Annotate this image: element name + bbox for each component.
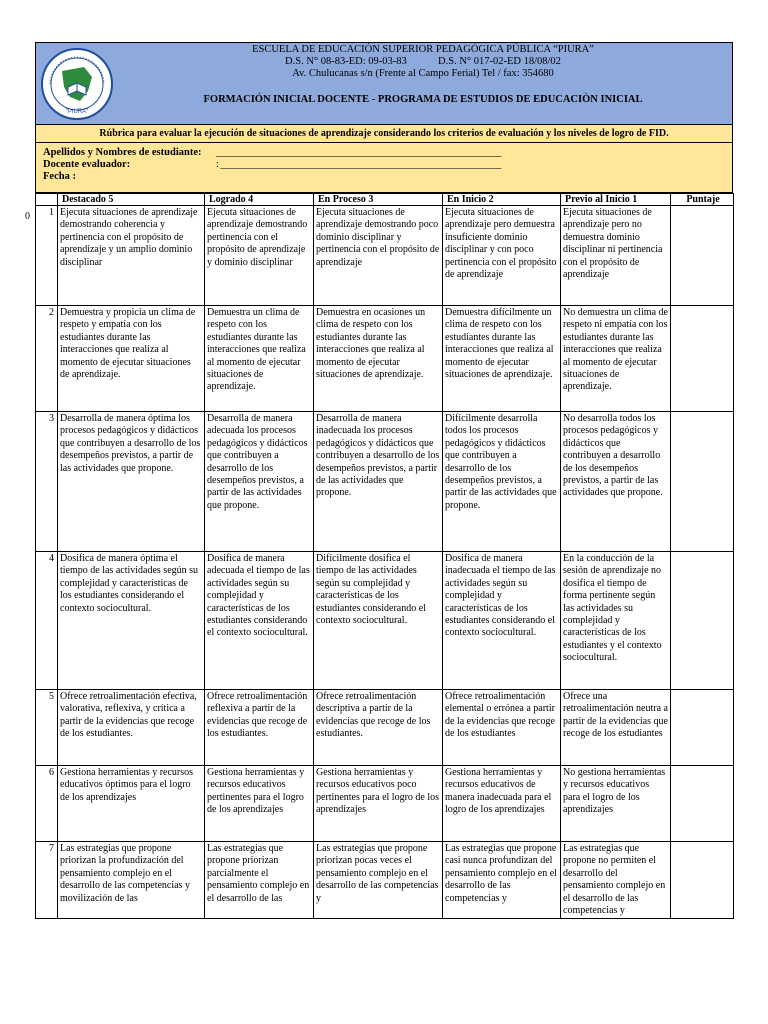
- criterion-cell: Las estrategias que propone priorizan pocas veces el pensamiento complejo en el desarrollo de las competencias y: [314, 842, 443, 919]
- column-header: Logrado 4: [205, 194, 314, 206]
- rubric-sheet: [25, 42, 733, 919]
- criterion-cell: Difícilmente dosifica el tiempo de las actividades según su complejidad y características de los estudiantes considerando el contexto sociocultural.: [314, 552, 443, 690]
- row-number: 2: [36, 306, 58, 412]
- criterion-cell: Ejecuta situaciones de aprendizaje pero demuestra insuficiente dominio disciplinar y con poco pertinencia con el propósito de aprendizaje: [443, 206, 561, 306]
- student-name-field[interactable]: ____________________________________________________________: [216, 147, 501, 158]
- criterion-cell: No demuestra un clima de respeto ni empatía con los estudiantes durante las interacciones que realiza al momento de ejecutar situaciones de aprendizaje.: [561, 306, 671, 412]
- criterion-cell: Demuestra un clima de respeto con los estudiantes durante las interacciones que realiza al momento de ejecutar situaciones de aprendizaje.: [205, 306, 314, 412]
- evaluator-field[interactable]: : ___________________________________________________________: [216, 159, 501, 170]
- criterion-cell: Ejecuta situaciones de aprendizaje demostrando pertinencia con el propósito de aprendizaje y dominio disciplinar: [205, 206, 314, 306]
- criterion-cell: Dosifica de manera inadecuada el tiempo de las actividades según su complejidad y características de los estudiantes considerando el contexto sociocultural.: [443, 552, 561, 690]
- row-number: 4: [36, 552, 58, 690]
- column-header: En Inicio 2: [443, 194, 561, 206]
- criterion-cell: Ejecuta situaciones de aprendizaje demostrando poco dominio disciplinar y pertinencia con el propósito de aprendizaje: [314, 206, 443, 306]
- column-header: Previo al Inicio 1: [561, 194, 671, 206]
- score-cell[interactable]: [671, 842, 734, 919]
- criterion-cell: Ofrece retroalimentación elemental o errónea a partir de la evidencias que recoge de los estudiantes: [443, 690, 561, 766]
- column-header: En Proceso 3: [314, 194, 443, 206]
- criterion-cell: No gestiona herramientas y recursos educativos para el logro de los aprendizajes: [561, 766, 671, 842]
- criterion-cell: Desarrolla de manera inadecuada los procesos pedagógicos y didácticos que contribuyen a desarrollo de los desempeños previstos, a partir de las actividades que propone.: [314, 412, 443, 552]
- row-number: 1: [36, 206, 58, 306]
- criterion-cell: Demuestra en ocasiones un clima de respeto con los estudiantes durante las interacciones que realiza al momento de ejecutar situaciones de aprendizaje.: [314, 306, 443, 412]
- criterion-cell: Ofrece retroalimentación reflexiva a partir de la evidencias que recoge de los estudiantes.: [205, 690, 314, 766]
- decree-2: D.S. N° 017-02-ED 18/08/02: [438, 56, 561, 67]
- criterion-cell: Difícilmente desarrolla todos los procesos pedagógicos y didácticos que contribuyen a desarrollo de los desempeños previstos, a partir de las actividades que propone.: [443, 412, 561, 552]
- row-number: 7: [36, 842, 58, 919]
- rubric-table: [35, 193, 734, 919]
- row-number: 6: [36, 766, 58, 842]
- row-number: 5: [36, 690, 58, 766]
- score-cell[interactable]: [671, 412, 734, 552]
- table-row: [36, 206, 734, 306]
- decree-1: D.S. N° 08-83-ED: 09-03-83: [285, 56, 407, 67]
- criterion-cell: Demuestra y propicia un clima de respeto y empatía con los estudiantes durante las interacciones que realiza al momento de ejecutar situaciones de aprendizaje.: [58, 306, 205, 412]
- table-row: [36, 412, 734, 552]
- table-row: [36, 690, 734, 766]
- school-address: Av. Chulucanas s/n (Frente al Campo Ferial) Tel / fax: 354680: [292, 68, 554, 79]
- criterion-cell: Dosifica de manera adecuada el tiempo de las actividades según su complejidad y características de los estudiantes considerando el contexto sociocultural.: [205, 552, 314, 690]
- rubric-title: Rúbrica para evaluar la ejecución de situaciones de aprendizaje considerando los criterios de evaluación y los niveles de logro de FID.: [35, 125, 733, 143]
- decree-numbers: [118, 56, 728, 68]
- table-row: [36, 552, 734, 690]
- score-cell[interactable]: [671, 552, 734, 690]
- logo-label: "PIURA": [65, 109, 89, 115]
- criterion-cell: Gestiona herramientas y recursos educativos pertinentes para el logro de los aprendizajes: [205, 766, 314, 842]
- score-cell[interactable]: [671, 306, 734, 412]
- criterion-cell: Las estrategias que propone priorizan la profundización del pensamiento complejo en el desarrollo de las competencias y movilización de las: [58, 842, 205, 919]
- school-seal-icon: [40, 47, 114, 121]
- score-cell[interactable]: [671, 766, 734, 842]
- criterion-cell: Gestiona herramientas y recursos educativos de manera inadecuada para el logro de los aprendizajes: [443, 766, 561, 842]
- row-number: 3: [36, 412, 58, 552]
- criterion-cell: Ofrece una retroalimentación neutra a partir de la evidencias que recoge de los estudiantes: [561, 690, 671, 766]
- student-label: Apellidos y Nombres de estudiante:: [43, 147, 202, 158]
- criterion-cell: Demuestra difícilmente un clima de respeto con los estudiantes durante las interacciones que realiza al momento de ejecutar situaciones de aprendizaje.: [443, 306, 561, 412]
- criterion-cell: Ejecuta situaciones de aprendizaje demostrando coherencia y pertinencia con el propósito de aprendizaje y un amplio dominio disciplinar: [58, 206, 205, 306]
- criterion-cell: Ofrece retroalimentación descriptiva a partir de la evidencias que recoge de los estudiantes.: [314, 690, 443, 766]
- table-row: [36, 766, 734, 842]
- score-cell[interactable]: [671, 206, 734, 306]
- criterion-cell: En la conducción de la sesión de aprendizaje no dosifica el tiempo de forma pertinente según las actividades su complejidad y características de los estudiantes y el contexto sociocultural.: [561, 552, 671, 690]
- date-label: Fecha :: [43, 171, 76, 182]
- criterion-cell: Dosifica de manera óptima el tiempo de las actividades según su complejidad y características de los estudiantes considerando el contexto sociocultural.: [58, 552, 205, 690]
- table-row: [36, 842, 734, 919]
- criterion-cell: Ejecuta situaciones de aprendizaje pero no demuestra dominio disciplinar ni pertinencia con el propósito de aprendizaje: [561, 206, 671, 306]
- document-header: [35, 42, 733, 125]
- criterion-cell: Desarrolla de manera adecuada los procesos pedagógicos y didácticos que contribuyen a desarrollo de los desempeños previstos, a partir de las actividades que propone.: [205, 412, 314, 552]
- criterion-cell: Las estrategias que propone no permiten el desarrollo del pensamiento complejo en el desarrollo de las competencias y: [561, 842, 671, 919]
- column-header: Destacado 5: [58, 194, 205, 206]
- criterion-cell: Gestiona herramientas y recursos educativos óptimos para el logro de los aprendizajes: [58, 766, 205, 842]
- score-cell[interactable]: [671, 690, 734, 766]
- pre-index-label: 0: [25, 211, 30, 222]
- header-index-cell: [36, 194, 58, 206]
- student-info: [35, 143, 733, 193]
- column-header: Puntaje: [671, 194, 734, 206]
- criterion-cell: Desarrolla de manera óptima los procesos pedagógicos y didácticos que contribuyen a desarrollo de los desempeños previstos, a partir de las actividades que propone.: [58, 412, 205, 552]
- criterion-cell: No desarrolla todos los procesos pedagógicos y didácticos que contribuyen a desarrollo de los desempeños previstos, a partir de las actividades que propone.: [561, 412, 671, 552]
- program-title: FORMACIÓN INICIAL DOCENTE - PROGRAMA DE ESTUDIOS DE EDUCACIÒN INICIAL: [203, 94, 643, 105]
- criterion-cell: Las estrategias que propone casi nunca profundizan del pensamiento complejo en el desarrollo de las competencias y: [443, 842, 561, 919]
- school-name: ESCUELA DE EDUCACIÓN SUPERIOR PEDAGÓGICA PÚBLICA “PIURA”: [252, 44, 594, 55]
- criterion-cell: Las estrategias que propone priorizan parcialmente el pensamiento complejo en el desarrollo de las: [205, 842, 314, 919]
- criterion-cell: Gestiona herramientas y recursos educativos poco pertinentes para el logro de los aprendizajes: [314, 766, 443, 842]
- table-header-row: [36, 194, 734, 206]
- evaluator-label: Docente evaluador:: [43, 159, 131, 170]
- table-row: [36, 306, 734, 412]
- criterion-cell: Ofrece retroalimentación efectiva, valorativa, reflexiva, y crítica a partir de la evidencias que recoge de los estudiantes.: [58, 690, 205, 766]
